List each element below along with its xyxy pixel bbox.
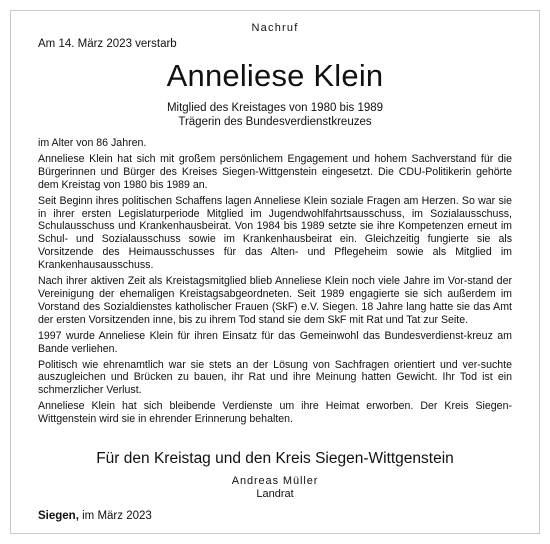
obituary-body: [38, 137, 512, 429]
body-paragraph: Seit Beginn ihres politischen Schaffens lagen Anneliese Klein soziale Fragen am Herzen. So war sie in ihrer ersten Legislaturperiode Mitglied im Jugendwohlfahrtsausschuss, im Sozialausschuss, Schulausschuss und Krankenhausbeirat. Von 1984 bis 1989 setzte sie ihre Kompetenzen erneut im Schul- und Sozialausschuss sowie im Krankenhausbeirat ein. Gleichzeitig fungierte sie als Vorsitzende des Heimausschusses für das Alten- und Pflegeheim sowie als Mitglied im Krankenhausausschuss.: [38, 194, 512, 272]
role-line: Mitglied des Kreistages von 1980 bis 1989: [166, 102, 384, 114]
body-paragraph: Anneliese Klein hat sich bleibende Verdienste um ihre Heimat erworben. Der Kreis Siegen-Wittgenstein wird sie in ehrender Erinnerung behalten.: [38, 400, 512, 426]
role-line: Trägerin des Bundesverdienstkreuzes: [178, 116, 372, 128]
deceased-name: Anneliese Klein: [166, 58, 384, 93]
roles-block: [0, 101, 550, 129]
body-paragraph: im Alter von 86 Jahren.: [38, 137, 147, 149]
date: im März 2023: [82, 510, 152, 522]
body-paragraph: Politisch wie ehrenamtlich war sie stets an der Lösung von Sachfragen orientiert und ver-suchte auszugleichen und Brücken zu bauen, ihr Rat und ihre Meinung hatten Gewicht. Ihr Tod ist ein schmerzlicher Verlust.: [38, 358, 512, 397]
place: Siegen,: [38, 510, 79, 522]
body-paragraph: Anneliese Klein hat sich mit großem persönlichem Engagement und hohem Sachverstand für die Bürgerinnen und Bürger des Kreises Siegen-Wittgenstein eingesetzt. Die CDU-Politikerin gehörte dem Kreistag von 1980 bis 1989 an.: [38, 152, 512, 191]
signer-name: Andreas Müller: [231, 475, 319, 487]
signer-title: Landrat: [256, 488, 294, 500]
signer-block: [0, 475, 550, 501]
body-paragraph: 1997 wurde Anneliese Klein für ihren Einsatz für das Gemeinwohl das Bundesverdienst-kreuz am Bande verliehen.: [38, 329, 512, 355]
closing-line: Für den Kreistag und den Kreis Siegen-Wittgenstein: [96, 450, 454, 467]
place-date-line: [38, 510, 152, 522]
date-of-death-line: Am 14. März 2023 verstarb: [38, 38, 177, 50]
notice-heading: Nachruf: [251, 22, 299, 34]
body-paragraph: Nach ihrer aktiven Zeit als Kreistagsmitglied blieb Anneliese Klein noch viele Jahre im Vor-stand der Vereinigung der ehemaligen Kreistagsabgeordneten. Seit 1989 engagierte sie sich außerdem im Vorstand des Sozialdienstes katholischer Frauen (SkF) e.V. Siegen. 18 Jahre lang hatte sie das Amt der ersten Vorsitzenden inne, bis zu ihrem Tod stand sie dem SkF mit Rat und Tat zur Seite.: [38, 275, 512, 326]
